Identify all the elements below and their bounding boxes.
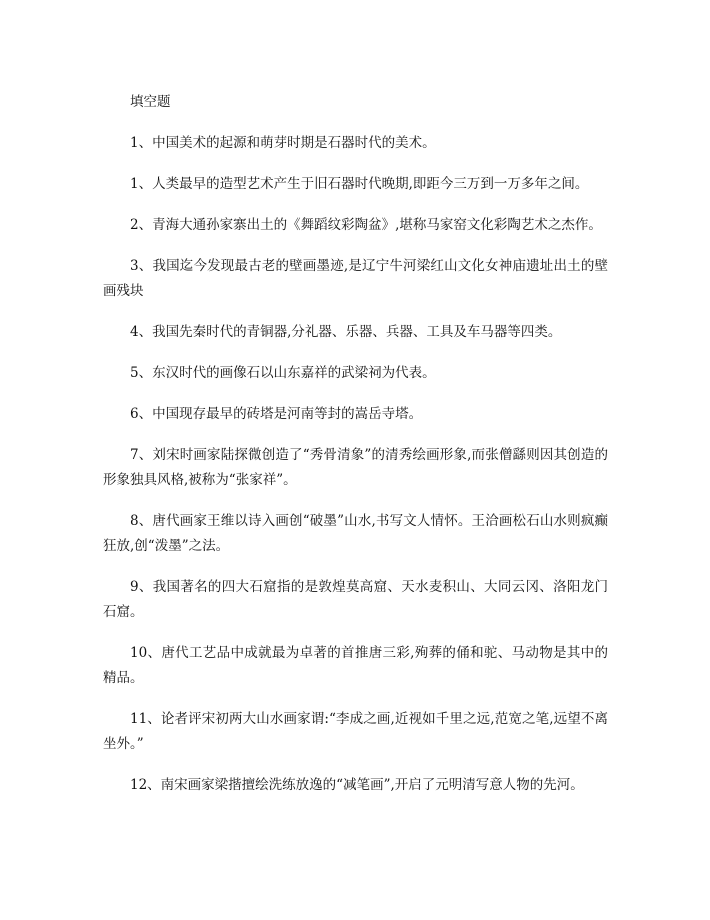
question-item: 12、南宋画家梁揩擅绘洗练放逸的“减笔画”,开启了元明清写意人物的先河。: [130, 777, 584, 793]
question-item: 11、论者评宋初两大山水画家谓:“李成之画,近视如千里之远,范宽之笔,远望不离坐外。”: [103, 711, 608, 752]
document-body: [103, 90, 608, 814]
question-item: 4、我国先秦时代的青铜器,分礼器、乐器、兵器、工具及车马器等四类。: [130, 324, 562, 340]
question-item: 3、我国迄今发现最古老的壁画墨迹,是辽宁牛河梁红山文化女神庙遗址出土的壁画残块: [103, 258, 608, 299]
question-item: 1、人类最早的造型艺术产生于旧石器时代晚期,即距今三万到一万多年之间。: [130, 176, 589, 192]
question-item: 5、东汉时代的画像石以山东嘉祥的武梁祠为代表。: [130, 365, 436, 381]
question-item: 6、中国现存最早的砖塔是河南等封的嵩岳寺塔。: [130, 406, 423, 422]
section-title: 填空题: [130, 94, 171, 110]
question-item: 10、唐代工艺品中成就最为卓著的首推唐三彩,殉葬的俑和驼、马动物是其中的精品。: [103, 645, 608, 686]
question-item: 2、青海大通孙家寨出土的《舞蹈纹彩陶盆》,堪称马家窑文化彩陶艺术之杰作。: [130, 217, 602, 233]
question-item: 1、中国美术的起源和萌芽时期是石器时代的美术。: [130, 135, 436, 151]
question-item: 8、唐代画家王维以诗入画创“破墨”山水,书写文人情怀。王洽画松石山水则疯癫狂放,创“泼墨”之法。: [103, 513, 608, 554]
question-item: 7、刘宋时画家陆探微创造了“秀骨清象”的清秀绘画形象,而张僧繇则因其创造的形象独具风格,被称为“张家祥”。: [103, 447, 608, 488]
question-item: 9、我国著名的四大石窟指的是敦煌莫高窟、天水麦积山、大同云冈、洛阳龙门石窟。: [103, 579, 608, 620]
